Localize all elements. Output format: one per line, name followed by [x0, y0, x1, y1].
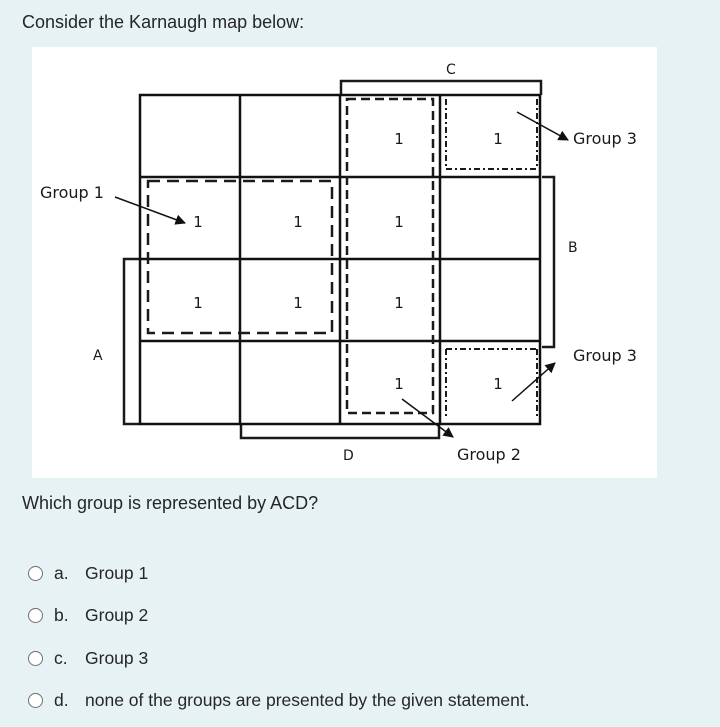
radio-a[interactable] [28, 566, 43, 581]
group-2-outline [347, 99, 433, 413]
variable-b-bracket [542, 177, 554, 347]
cell-r1-c2: 1 [394, 213, 404, 231]
variable-d-label: D [343, 448, 354, 464]
group-3-bottom-outline [446, 349, 537, 417]
group-3-top-outline [446, 99, 537, 169]
radio-c[interactable] [28, 651, 43, 666]
cell-r2-c2: 1 [394, 294, 404, 312]
variable-c-bracket [341, 81, 541, 95]
option-a-text: Group 1 [85, 562, 149, 583]
cell-r0-c2: 1 [394, 130, 404, 148]
question-intro: Consider the Karnaugh map below: [22, 12, 305, 32]
option-c-letter: c. [54, 647, 68, 668]
option-b-letter: b. [54, 605, 69, 626]
radio-d[interactable] [28, 693, 43, 708]
cell-r2-c1: 1 [293, 294, 303, 312]
option-b-text: Group 2 [85, 605, 149, 626]
option-c-text: Group 3 [85, 647, 149, 668]
group-1-label: Group 1 [40, 183, 104, 202]
option-a-letter: a. [54, 562, 69, 583]
kmap-grid [140, 95, 540, 424]
group-3-top-label: Group 3 [573, 129, 637, 148]
option-b[interactable] [28, 595, 530, 638]
option-c[interactable] [28, 637, 530, 680]
group-3-bottom-label: Group 3 [573, 346, 637, 365]
question-prompt: Which group is represented by ACD? [22, 493, 319, 513]
cell-r2-c0: 1 [193, 294, 203, 312]
cell-r3-c3: 1 [493, 375, 503, 393]
option-d-text: none of the groups are presented by the given statement. [85, 690, 530, 711]
group-2-label: Group 2 [457, 445, 521, 464]
cell-r1-c0: 1 [193, 213, 203, 231]
radio-b[interactable] [28, 608, 43, 623]
variable-a-label: A [93, 348, 103, 364]
cell-r0-c3: 1 [493, 130, 503, 148]
variable-d-bracket [241, 424, 439, 438]
option-a[interactable] [28, 552, 530, 595]
option-d[interactable] [28, 680, 530, 723]
variable-a-bracket [124, 259, 140, 424]
karnaugh-map-diagram [32, 47, 657, 478]
option-d-letter: d. [54, 690, 69, 711]
variable-c-label: C [446, 62, 456, 78]
karnaugh-map-figure [32, 47, 657, 478]
cell-r1-c1: 1 [293, 213, 303, 231]
cell-r3-c2: 1 [394, 375, 404, 393]
variable-b-label: B [568, 240, 578, 256]
answer-options [28, 552, 530, 722]
